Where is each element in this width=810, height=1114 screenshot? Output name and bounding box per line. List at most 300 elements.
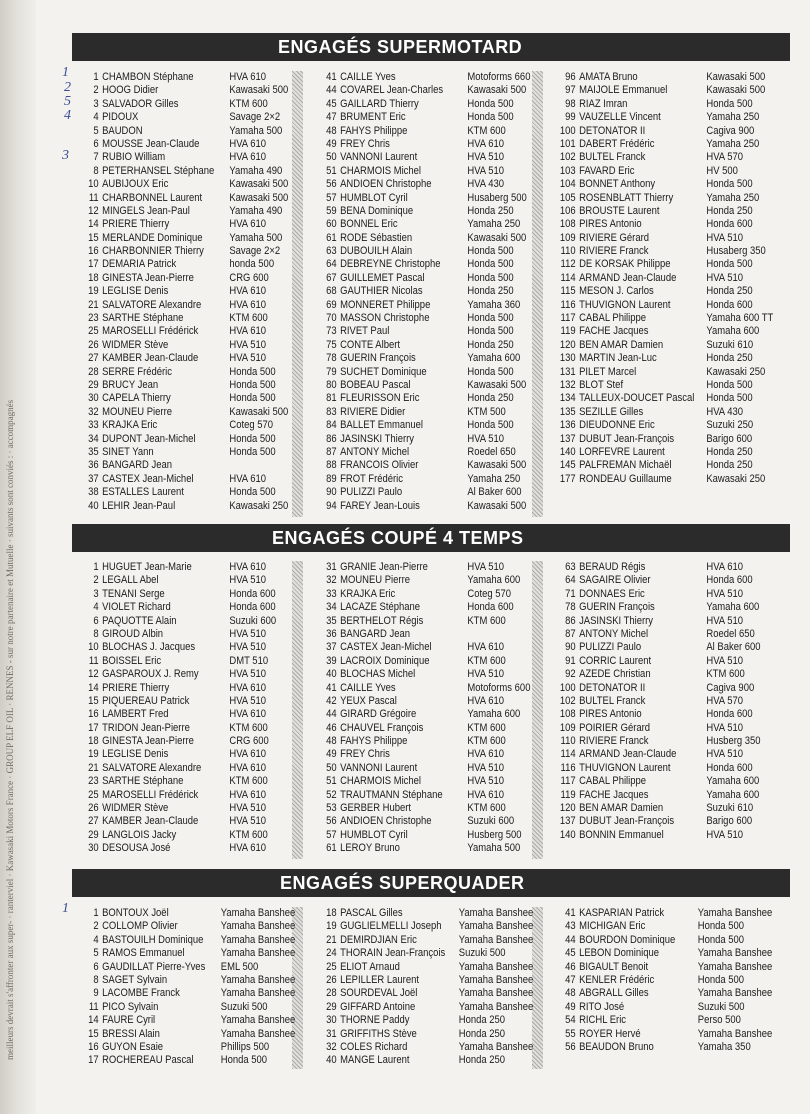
rider-name: FROT Frédéric	[340, 472, 403, 485]
entry-number: 21	[326, 933, 337, 946]
motorcycle: Honda 500	[467, 111, 514, 124]
entry-number: 120	[559, 802, 576, 815]
rider-name: BEN AMAR Damien	[579, 802, 664, 815]
entry-number: 4	[93, 933, 99, 946]
column-divider	[532, 71, 543, 517]
motorcycle: Yamaha 250	[706, 191, 760, 204]
entry-number: 2	[93, 574, 99, 587]
rider-name: DE KORSAK Philippe	[579, 258, 671, 271]
motorcycle: Al Baker 600	[467, 486, 522, 499]
entry-number: 98	[565, 97, 576, 110]
entry-number: 105	[559, 191, 576, 204]
entry-number: 18	[88, 735, 99, 748]
rider-name: BOURDON Dominique	[579, 933, 676, 946]
entry-number: 81	[326, 392, 337, 405]
rider-name: RONDEAU Guillaume	[579, 472, 672, 485]
entry-number: 64	[326, 258, 337, 271]
entry-number: 5	[93, 124, 99, 137]
rider-name: DETONATOR II	[579, 124, 646, 137]
motorcycle: Suzuki 500	[697, 1000, 745, 1013]
entry-number: 87	[326, 445, 337, 458]
rider-name: KENLER Frédéric	[579, 973, 655, 986]
entry-number: 35	[326, 614, 337, 627]
rider-name: CASTEX Jean-Michel	[102, 472, 194, 485]
rider-name: HUMBLOT Cyril	[340, 191, 408, 204]
handwritten-mark: 5	[64, 94, 71, 109]
entry-number: 26	[326, 973, 337, 986]
motorcycle: HVA 510	[229, 694, 267, 707]
motorcycle: HVA 510	[229, 627, 267, 640]
motorcycle: DMT 510	[229, 654, 269, 667]
motorcycle: Yamaha 360	[467, 298, 521, 311]
motorcycle: Yamaha 600	[706, 601, 760, 614]
entry-number: 4	[93, 111, 99, 124]
motorcycle: Roedel 650	[706, 627, 755, 640]
rider-name: PIDOUX	[102, 111, 139, 124]
entry-number: 70	[326, 312, 337, 325]
entry-number: 25	[88, 788, 99, 801]
entry-number: 24	[326, 947, 337, 960]
rider-name: CHAUVEL François	[340, 721, 424, 734]
section-title: ENGAGÉS SUPERMOTARD	[72, 33, 790, 61]
motorcycle: Yamaha Banshee	[220, 1027, 296, 1040]
rider-name: RIVIERE Franck	[579, 245, 649, 258]
entry-number: 25	[326, 960, 337, 973]
entry-number: 50	[326, 151, 337, 164]
entry-number: 9	[93, 987, 99, 1000]
motorcycle: HVA 510	[706, 271, 744, 284]
rider-name: DETONATOR II	[579, 681, 646, 694]
motorcycle: HVA 510	[706, 748, 744, 761]
entry-number: 145	[559, 459, 576, 472]
motorcycle: Kawasaki 500	[706, 84, 766, 97]
entry-number: 40	[88, 499, 99, 512]
entry-number: 10	[88, 641, 99, 654]
motorcycle: HVA 610	[229, 708, 267, 721]
motorcycle: Honda 250	[706, 352, 753, 365]
entry-number: 45	[326, 97, 337, 110]
rider-name: KASPARIAN Patrick	[579, 907, 665, 919]
entry-number: 83	[326, 405, 337, 418]
rider-name: RICHL Eric	[579, 1014, 627, 1027]
rider-name: CABAL Philippe	[579, 775, 647, 788]
entry-number: 29	[88, 378, 99, 391]
motorcycle: Yamaha Banshee	[697, 987, 773, 1000]
motorcycle: Yamaha Banshee	[220, 933, 296, 946]
rider-name: MOUNEU Pierre	[340, 574, 410, 587]
motorcycle: Kawasaki 250	[706, 365, 766, 378]
motorcycle: Yamaha 600 TT	[706, 312, 774, 325]
motorcycle: HVA 510	[229, 668, 267, 681]
entry-number: 37	[326, 641, 337, 654]
motorcycle: Kawasaki 500	[229, 178, 289, 191]
entry-number: 71	[565, 587, 576, 600]
entry-number: 135	[559, 405, 576, 418]
entry-number: 56	[565, 1040, 576, 1053]
rider-name: ANTONY Michel	[579, 627, 649, 640]
entry-number: 177	[559, 472, 576, 485]
rider-name: LEROY Bruno	[340, 842, 400, 855]
rider-name: GRIFFITHS Stève	[340, 1027, 417, 1040]
entry-number: 94	[326, 499, 337, 512]
rider-name: BONNET Anthony	[579, 178, 656, 191]
motorcycle: Honda 250	[458, 1027, 506, 1040]
rider-name: MERLANDE Dominique	[102, 231, 203, 244]
entry-number: 73	[326, 325, 337, 338]
entry-number: 64	[565, 574, 576, 587]
rider-name: LANGLOIS Jacky	[102, 828, 177, 841]
rider-name: SERRE Frédéric	[102, 365, 172, 378]
motorcycle: Honda 500	[706, 178, 753, 191]
rider-name: LEGLISE Denis	[102, 748, 169, 761]
entry-number: 80	[326, 378, 337, 391]
rider-name: CHARBONNIER Thierry	[102, 245, 204, 258]
rider-name: ESTALLES Laurent	[102, 486, 184, 499]
entry-number: 17	[88, 258, 99, 271]
motorcycle: Honda 600	[706, 218, 753, 231]
motorcycle: Kawasaki 250	[706, 472, 766, 485]
motorcycle: HVA 610	[467, 788, 505, 801]
motorcycle: Kawasaki 500	[467, 459, 527, 472]
rider-name: RIAZ Imran	[579, 97, 628, 110]
rider-name: GUGLIELMELLI Joseph	[340, 920, 442, 933]
entry-number: 86	[326, 432, 337, 445]
motorcycle: Yamaha 250	[467, 472, 521, 485]
motorcycle: Suzuki 600	[467, 815, 515, 828]
rider-name: GINESTA Jean-Pierre	[102, 735, 194, 748]
rider-name: SUCHET Dominique	[340, 365, 427, 378]
entry-number: 43	[565, 920, 576, 933]
entry-number: 63	[326, 245, 337, 258]
motorcycle: Honda 250	[467, 392, 514, 405]
rider-name: PRIERE Thierry	[102, 218, 170, 231]
rider-name: PAQUOTTE Alain	[102, 614, 177, 627]
handwritten-mark: 2	[64, 80, 71, 95]
motorcycle: HVA 510	[467, 775, 505, 788]
motorcycle: Honda 500	[467, 258, 514, 271]
motorcycle: KTM 600	[467, 654, 506, 667]
motorcycle: Yamaha 250	[706, 111, 760, 124]
motorcycle: Yamaha Banshee	[458, 1000, 534, 1013]
motorcycle: HVA 510	[706, 587, 744, 600]
motorcycle: HVA 610	[229, 561, 267, 573]
entry-number: 15	[88, 1027, 99, 1040]
entry-number: 1	[93, 71, 99, 83]
motorcycle: Cagiva 900	[706, 124, 755, 137]
rider-name: BEN AMAR Damien	[579, 338, 664, 351]
motorcycle: HVA 510	[467, 761, 505, 774]
rider-name: THORNE Paddy	[340, 1014, 410, 1027]
entry-number: 17	[88, 721, 99, 734]
entry-number: 87	[565, 627, 576, 640]
motorcycle: Honda 250	[467, 338, 514, 351]
entry-number: 47	[565, 973, 576, 986]
rider-name: BULTEL Franck	[579, 151, 646, 164]
rider-name: SALVADOR Gilles	[102, 97, 179, 110]
entry-number: 5	[93, 947, 99, 960]
motorcycle: Honda 500	[467, 97, 514, 110]
motorcycle: Yamaha Banshee	[458, 960, 534, 973]
entry-number: 32	[88, 405, 99, 418]
rider-name: PILET Marcel	[579, 365, 637, 378]
motorcycle: Suzuki 600	[229, 614, 277, 627]
rider-name: CHARMOIS Michel	[340, 775, 422, 788]
rider-name: FAREY Jean-Louis	[340, 499, 420, 512]
rider-name: GIRARD Grégoire	[340, 708, 417, 721]
rider-name: DUPONT Jean-Michel	[102, 432, 196, 445]
entry-number: 92	[565, 668, 576, 681]
entry-number: 115	[560, 285, 576, 298]
motorcycle: HV 500	[706, 164, 738, 177]
motorcycle: HVA 610	[229, 285, 267, 298]
entry-number: 117	[560, 775, 576, 788]
rider-name: BLOCHAS J. Jacques	[102, 641, 196, 654]
motorcycle: Kawasaki 500	[229, 84, 289, 97]
rider-name: AMATA Bruno	[579, 71, 638, 83]
rider-name: FLEURISSON Eric	[340, 392, 420, 405]
rider-name: RIVET Paul	[340, 325, 390, 338]
rider-name: PASCAL Gilles	[340, 907, 403, 919]
handwritten-mark: 3	[62, 148, 69, 163]
rider-name: BLOT Stef	[579, 378, 624, 391]
motorcycle: HVA 610	[229, 681, 267, 694]
entry-number: 7	[93, 151, 99, 164]
motorcycle: Honda 250	[458, 1054, 506, 1067]
entry-number: 44	[326, 84, 337, 97]
rider-name: KAMBER Jean-Claude	[102, 815, 199, 828]
motorcycle: HVA 510	[229, 352, 267, 365]
entry-number: 96	[565, 71, 576, 83]
motorcycle: Yamaha 600	[706, 325, 760, 338]
motorcycle: HVA 510	[229, 574, 267, 587]
entry-number: 19	[88, 285, 99, 298]
motorcycle: KTM 600	[229, 312, 268, 325]
rider-name: MICHIGAN Eric	[579, 920, 646, 933]
motorcycle: CRG 600	[229, 271, 269, 284]
motorcycle: HVA 570	[706, 151, 744, 164]
rider-name: FAURE Cyril	[102, 1014, 156, 1027]
entry-number: 69	[326, 298, 337, 311]
entry-number: 29	[326, 1000, 337, 1013]
rider-name: BALLET Emmanuel	[340, 419, 423, 432]
entry-number: 91	[565, 654, 576, 667]
handwritten-mark: 1	[62, 65, 69, 80]
entry-number: 44	[326, 708, 337, 721]
entry-number: 2	[93, 920, 99, 933]
motorcycle: Savage 2×2	[229, 245, 281, 258]
rider-name: RODE Sébastien	[340, 231, 413, 244]
entry-number: 84	[326, 419, 337, 432]
entry-number: 88	[326, 459, 337, 472]
motorcycle: Honda 500	[697, 973, 745, 986]
rider-name: KAMBER Jean-Claude	[102, 352, 199, 365]
entry-number: 41	[565, 907, 576, 919]
motorcycle: Honda 500	[706, 258, 753, 271]
rider-name: CONTE Albert	[340, 338, 401, 351]
motorcycle: Honda 500	[467, 245, 514, 258]
rider-name: SARTHE Stéphane	[102, 775, 184, 788]
motorcycle: HVA 610	[229, 472, 267, 485]
rider-name: BRUMENT Eric	[340, 111, 406, 124]
motorcycle: Honda 500	[220, 1054, 268, 1067]
entry-number: 79	[326, 365, 337, 378]
entry-number: 19	[88, 748, 99, 761]
motorcycle: Cagiva 900	[706, 681, 755, 694]
motorcycle: Honda 500	[706, 97, 753, 110]
entry-number: 33	[88, 419, 99, 432]
motorcycle: Barigo 600	[706, 815, 753, 828]
rider-name: VAUZELLE Vincent	[579, 111, 661, 124]
motorcycle: KTM 600	[229, 97, 268, 110]
rider-name: WIDMER Stève	[102, 338, 169, 351]
rider-name: GINESTA Jean-Pierre	[102, 271, 194, 284]
entry-number: 67	[326, 271, 337, 284]
motorcycle: Yamaha 600	[467, 708, 521, 721]
entry-number: 120	[559, 338, 576, 351]
rider-name: LORFEVRE Laurent	[579, 445, 665, 458]
rider-name: PIRES Antonio	[579, 708, 642, 721]
motorcycle: Coteg 570	[229, 419, 274, 432]
motorcycle: Kawasaki 500	[467, 84, 527, 97]
entry-number: 90	[326, 486, 337, 499]
entry-number: 34	[326, 601, 337, 614]
rider-name: PIRES Antonio	[579, 218, 642, 231]
entry-number: 19	[326, 920, 337, 933]
rider-name: DIEUDONNE Eric	[579, 419, 655, 432]
rider-name: LEPILLER Laurent	[340, 973, 419, 986]
entry-number: 49	[326, 137, 337, 150]
motorcycle: Honda 250	[706, 204, 753, 217]
entry-number: 140	[559, 445, 576, 458]
motorcycle: Yamaha 250	[467, 218, 521, 231]
entry-number: 8	[93, 973, 99, 986]
rider-name: RIVIERE Franck	[579, 735, 649, 748]
rider-name: GIFFARD Antoine	[340, 1000, 416, 1013]
motorcycle: HVA 510	[467, 561, 505, 573]
entry-number: 26	[88, 338, 99, 351]
motorcycle: KTM 600	[706, 668, 745, 681]
rider-name: DEBREYNE Christophe	[340, 258, 441, 271]
motorcycle: Coteg 570	[467, 587, 512, 600]
motorcycle: Kawasaki 500	[229, 405, 289, 418]
rider-name: PALFREMAN Michaël	[579, 459, 672, 472]
entry-number: 48	[326, 124, 337, 137]
entry-number: 119	[560, 325, 576, 338]
motorcycle: HVA 610	[229, 137, 267, 150]
rider-name: ANDIOEN Christophe	[340, 815, 432, 828]
motorcycle: Honda 250	[706, 445, 753, 458]
motorcycle: Honda 500	[229, 432, 276, 445]
motorcycle: HVA 510	[229, 815, 267, 828]
entry-number: 136	[559, 419, 576, 432]
entry-number: 44	[565, 933, 576, 946]
motorcycle: Husberg 350	[706, 735, 761, 748]
entry-number: 32	[326, 1040, 337, 1053]
rider-name: CORRIC Laurent	[579, 654, 652, 667]
entry-number: 6	[93, 137, 99, 150]
motorcycle: Yamaha 600	[706, 775, 760, 788]
column-divider	[532, 561, 543, 859]
rider-name: COLLOMP Olivier	[102, 920, 178, 933]
motorcycle: Honda 250	[467, 285, 514, 298]
motorcycle: Husberg 500	[467, 828, 522, 841]
entry-number: 33	[326, 587, 337, 600]
rider-name: BULTEL Franck	[579, 694, 646, 707]
rider-name: SAGET Sylvain	[102, 973, 168, 986]
motorcycle: Honda 600	[706, 761, 753, 774]
entry-number: 99	[565, 111, 576, 124]
entry-number: 36	[88, 459, 99, 472]
motorcycle: KTM 600	[467, 721, 506, 734]
rider-name: DUBUT Jean-François	[579, 815, 675, 828]
entry-number: 102	[559, 151, 576, 164]
rider-name: MANGE Laurent	[340, 1054, 410, 1067]
column-divider	[532, 907, 543, 1069]
rider-name: LEHIR Jean-Paul	[102, 499, 176, 512]
motorcycle: Barigo 600	[706, 432, 753, 445]
motorcycle: Kawasaki 500	[229, 191, 289, 204]
rider-name: SALVATORE Alexandre	[102, 298, 202, 311]
entry-number: 57	[326, 191, 337, 204]
motorcycle: Honda 500	[467, 271, 514, 284]
motorcycle: Honda 500	[467, 365, 514, 378]
rider-name: BEAUDON Bruno	[579, 1040, 654, 1053]
rider-name: COVAREL Jean-Charles	[340, 84, 444, 97]
entry-number: 137	[559, 432, 576, 445]
rider-name: MESON J. Carlos	[579, 285, 654, 298]
rider-name: LEBON Dominique	[579, 947, 660, 960]
rider-name: ARMAND Jean-Claude	[579, 271, 677, 284]
rider-name: SOURDEVAL Joël	[340, 987, 418, 1000]
entry-number: 18	[326, 907, 337, 919]
rider-name: FREY Chris	[340, 137, 390, 150]
motorcycle: Honda 600	[229, 601, 276, 614]
entry-number: 56	[326, 178, 337, 191]
entry-number: 137	[559, 815, 576, 828]
rider-name: AUBIJOUX Eric	[102, 178, 169, 191]
motorcycle: Kawasaki 500	[467, 378, 527, 391]
motorcycle: Yamaha 490	[229, 164, 283, 177]
entry-number: 54	[565, 1014, 576, 1027]
entry-number: 30	[326, 1014, 337, 1027]
entry-number: 108	[559, 708, 576, 721]
entry-number: 4	[93, 601, 99, 614]
entry-number: 51	[326, 164, 337, 177]
rider-name: BIGAULT Benoit	[579, 960, 649, 973]
rider-name: JASINSKI Thierry	[579, 614, 654, 627]
motorcycle: Yamaha Banshee	[220, 1014, 296, 1027]
rider-name: DABERT Frédéric	[579, 137, 655, 150]
rider-name: BERAUD Régis	[579, 561, 646, 573]
rider-name: GUERIN François	[340, 352, 416, 365]
motorcycle: Yamaha Banshee	[220, 907, 296, 919]
motorcycle: Kawasaki 500	[467, 231, 527, 244]
motorcycle: Motoforms 600	[467, 681, 531, 694]
rider-name: MOUNEU Pierre	[102, 405, 172, 418]
rider-name: DEMIRDJIAN Eric	[340, 933, 417, 946]
entry-number: 16	[88, 708, 99, 721]
rider-name: YEUX Pascal	[340, 694, 397, 707]
entry-number: 14	[88, 681, 99, 694]
entry-number: 116	[560, 298, 576, 311]
motorcycle: Honda 500	[706, 378, 753, 391]
motorcycle: Yamaha 600	[467, 352, 521, 365]
entry-number: 114	[560, 271, 576, 284]
entry-number: 112	[560, 258, 576, 271]
entry-number: 21	[88, 761, 99, 774]
rider-name: MARTIN Jean-Luc	[579, 352, 657, 365]
motorcycle: Yamaha Banshee	[220, 987, 296, 1000]
